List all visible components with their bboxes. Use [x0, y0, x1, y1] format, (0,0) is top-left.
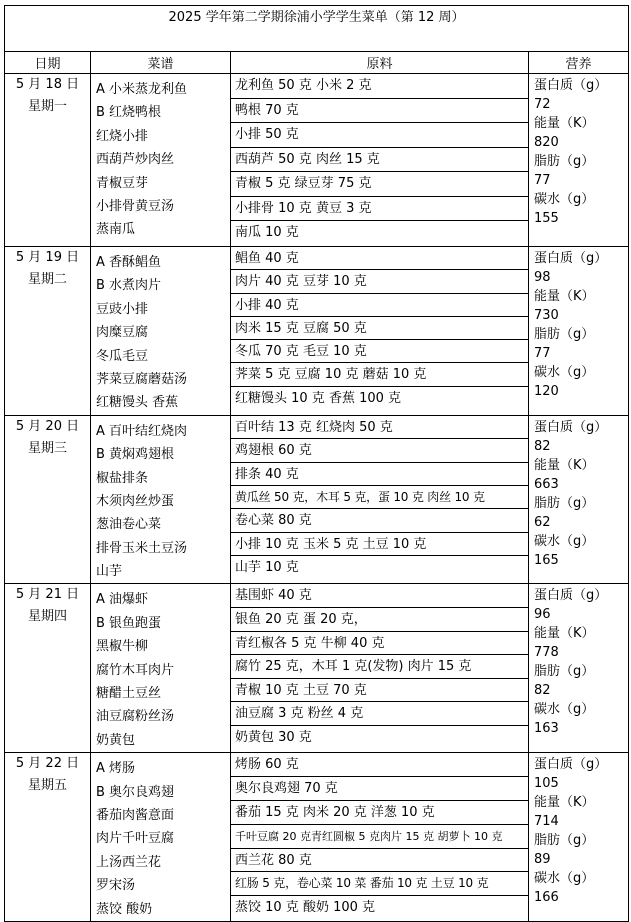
nutrition-label: 脂肪（g）: [534, 664, 595, 680]
nutrition-label: 蛋白质（g）: [534, 419, 608, 435]
dish-item: 蒸南瓜: [96, 222, 136, 238]
nutrition-value: 89: [534, 852, 551, 868]
dish-item: 葱油卷心菜: [96, 517, 162, 533]
date-text: 5 月 20 日: [15, 418, 80, 434]
nutrition-value: 714: [534, 814, 559, 830]
nutrition-value: 663: [534, 476, 559, 492]
weekday-text: 星期一: [27, 99, 67, 114]
nutrition-value: 166: [534, 890, 559, 906]
dish-item: 西葫芦炒肉丝: [96, 152, 175, 168]
dish-item: 腐竹木耳肉片: [96, 662, 175, 678]
nutrition-label: 能量（K）: [534, 795, 595, 811]
nutrition-cell: [529, 74, 629, 247]
nutrition-label: 脂肪（g）: [534, 154, 595, 169]
dish-item: 蒸饺 酸奶: [96, 901, 153, 917]
ingredient-item: 番茄 15 克 肉米 20 克 洋葱 10 克: [231, 801, 528, 825]
ingredient-item: 油豆腐 3 克 粉丝 4 克: [231, 702, 528, 726]
nutrition-value: 77: [534, 346, 551, 361]
nutrition-label: 碳水（g）: [534, 702, 595, 718]
ingredient-item: 红糖馒头 10 克 香蕉 100 克: [235, 390, 402, 406]
date-text: 5 月 21 日: [15, 587, 80, 603]
dish-item: A 小米蒸龙利鱼: [96, 82, 188, 97]
nutrition-value: 730: [534, 308, 559, 323]
date-text: 5 月 18 日: [15, 77, 80, 92]
header-date: 日期: [5, 52, 91, 74]
nutrition-cell: [529, 415, 629, 584]
date-text: 5 月 19 日: [15, 250, 80, 265]
dish-item: B 银鱼跑蛋: [96, 615, 162, 631]
nutrition-value: 62: [534, 514, 551, 530]
ingredient-item: 南瓜 10 克: [235, 225, 299, 241]
weekday-text: 星期三: [27, 440, 67, 456]
nutrition-value: 98: [534, 270, 551, 285]
header-nutrition: 营养: [529, 52, 629, 74]
ingredient-item: 蒸饺 10 克 酸奶 100 克: [235, 900, 376, 916]
nutrition-value: 820: [534, 135, 559, 150]
dish-item: 黑椒牛柳: [96, 639, 149, 655]
nutrition-value: 96: [534, 607, 551, 623]
day-row: [5, 753, 629, 922]
nutrition-label: 蛋白质（g）: [534, 757, 608, 773]
ingredient-item: 奶黄包 30 克: [235, 729, 312, 745]
day-row: [5, 74, 629, 247]
ingredient-item: 银鱼 20 克 蛋 20 克，: [231, 608, 528, 632]
header-row: [5, 52, 629, 74]
menu-cell: [91, 584, 231, 753]
nutrition-value: 778: [534, 645, 559, 661]
ingredients-cell: [231, 753, 529, 922]
dish-item: 红烧小排: [96, 128, 149, 144]
dish-item: 上汤西兰花: [96, 854, 162, 870]
dish-item: 罗宋汤: [96, 878, 136, 894]
nutrition-label: 蛋白质（g）: [534, 588, 608, 604]
ingredient-item: 肉米 15 克 豆腐 50 克: [231, 317, 528, 340]
day-row: [5, 584, 629, 753]
ingredient-item: 青红椒各 5 克 牛柳 40 克: [231, 632, 528, 656]
ingredients-cell: [231, 247, 529, 416]
ingredients-cell: [231, 74, 529, 247]
dish-item: 肉片千叶豆腐: [96, 831, 175, 847]
dish-item: A 烤肠: [96, 761, 136, 777]
nutrition-value: 82: [534, 438, 551, 454]
date-cell: [5, 74, 91, 247]
nutrition-cell: [529, 584, 629, 753]
dish-item: 木须肉丝炒蛋: [96, 493, 175, 509]
dish-item: A 油爆虾: [96, 592, 149, 608]
dish-item: 冬瓜毛豆: [96, 348, 149, 364]
dish-item: 番茄肉酱意面: [96, 807, 175, 823]
date-cell: [5, 584, 91, 753]
dish-item: 荠菜豆腐蘑菇汤: [96, 371, 188, 387]
ingredient-item: 西葫芦 50 克 肉丝 15 克: [231, 148, 528, 173]
ingredient-item: 鸭根 70 克: [231, 99, 528, 124]
weekday-text: 星期四: [27, 609, 67, 625]
menu-cell: [91, 753, 231, 922]
date-text: 5 月 22 日: [15, 756, 80, 772]
nutrition-label: 脂肪（g）: [534, 495, 595, 511]
nutrition-label: 碳水（g）: [534, 365, 595, 380]
nutrition-label: 脂肪（g）: [534, 833, 595, 849]
ingredient-item: 小排 10 克 玉米 5 克 土豆 10 克: [231, 533, 528, 556]
ingredient-item: 鸡翅根 60 克: [231, 439, 528, 462]
dish-item: B 水煮肉片: [96, 278, 162, 294]
nutrition-value: 105: [534, 776, 559, 792]
dish-item: 红糖馒头 香蕉: [96, 395, 179, 411]
dish-item: 山芋: [96, 564, 123, 580]
ingredient-item: 冬瓜 70 克 毛豆 10 克: [231, 340, 528, 363]
dish-item: 奶黄包: [96, 732, 136, 748]
nutrition-value: 163: [534, 721, 559, 737]
dish-item: 椒盐排条: [96, 470, 149, 486]
nutrition-cell: [529, 247, 629, 416]
menu-cell: [91, 415, 231, 584]
day-row: [5, 415, 629, 584]
nutrition-value: 120: [534, 384, 559, 399]
ingredient-item: 荠菜 5 克 豆腐 10 克 蘑菇 10 克: [231, 363, 528, 386]
ingredient-item: 千叶豆腐 20 克青红圆椒 5 克肉片 15 克 胡萝卜 10 克: [231, 825, 528, 849]
nutrition-label: 能量（K）: [534, 457, 595, 473]
ingredient-item: 小排 50 克: [231, 123, 528, 148]
nutrition-label: 能量（K）: [534, 626, 595, 642]
header-menu: 菜谱: [91, 52, 231, 74]
dish-item: 排骨玉米土豆汤: [96, 540, 188, 556]
nutrition-label: 碳水（g）: [534, 533, 595, 549]
ingredient-item: 百叶结 13 克 红烧肉 50 克: [231, 416, 528, 439]
ingredients-cell: [231, 415, 529, 584]
ingredient-item: 龙利鱼 50 克 小米 2 克: [231, 74, 528, 99]
nutrition-label: 碳水（g）: [534, 192, 595, 207]
nutrition-label: 蛋白质（g）: [534, 78, 608, 93]
date-cell: [5, 415, 91, 584]
nutrition-value: 165: [534, 552, 559, 568]
dish-item: 肉糜豆腐: [96, 325, 149, 341]
page-title: 2025 学年第二学期徐浦小学学生菜单（第 12 周）: [5, 6, 629, 52]
dish-item: B 奥尔良鸡翅: [96, 784, 175, 800]
day-rows: [5, 74, 629, 922]
weekday-text: 星期五: [27, 778, 67, 794]
ingredient-item: 山芋 10 克: [235, 560, 299, 576]
ingredient-item: 烤肠 60 克: [231, 753, 528, 777]
ingredient-item: 小排骨 10 克 黄豆 3 克: [231, 197, 528, 222]
day-row: [5, 247, 629, 416]
nutrition-label: 碳水（g）: [534, 871, 595, 887]
ingredient-item: 排条 40 克: [231, 463, 528, 486]
ingredient-item: 西兰花 80 克: [231, 849, 528, 873]
ingredient-item: 肉片 40 克 豆芽 10 克: [231, 270, 528, 293]
nutrition-label: 能量（K）: [534, 116, 595, 131]
ingredient-item: 腐竹 25 克，木耳 1 克(发物) 肉片 15 克: [231, 655, 528, 679]
ingredient-item: 奥尔良鸡翅 70 克: [231, 777, 528, 801]
dish-item: A 百叶结红烧肉: [96, 423, 188, 439]
ingredient-item: 黄瓜丝 50 克，木耳 5 克，蛋 10 克 肉丝 10 克: [231, 486, 528, 509]
nutrition-label: 脂肪（g）: [534, 327, 595, 342]
dish-item: A 香酥鲳鱼: [96, 255, 162, 270]
dish-item: B 黄焖鸡翅根: [96, 447, 175, 463]
nutrition-label: 蛋白质（g）: [534, 251, 608, 266]
nutrition-label: 能量（K）: [534, 289, 595, 304]
date-cell: [5, 753, 91, 922]
dish-item: B 红烧鸭根: [96, 105, 162, 121]
dish-item: 小排骨黄豆汤: [96, 198, 175, 214]
menu-table: [4, 5, 629, 922]
menu-cell: [91, 247, 231, 416]
ingredient-item: 小排 40 克: [231, 294, 528, 317]
ingredients-cell: [231, 584, 529, 753]
dish-item: 糖醋土豆丝: [96, 686, 162, 702]
header-ingredients: 原料: [231, 52, 529, 74]
nutrition-value: 155: [534, 211, 559, 226]
ingredient-item: 鲳鱼 40 克: [231, 247, 528, 270]
menu-cell: [91, 74, 231, 247]
date-cell: [5, 247, 91, 416]
nutrition-cell: [529, 753, 629, 922]
dish-item: 豆豉小排: [96, 301, 149, 317]
ingredient-item: 青椒 10 克 土豆 70 克: [231, 679, 528, 703]
nutrition-value: 77: [534, 173, 551, 188]
weekday-text: 星期二: [27, 272, 67, 287]
ingredient-item: 红肠 5 克，卷心菜 10 菜 番茄 10 克 土豆 10 克: [231, 872, 528, 896]
nutrition-value: 72: [534, 97, 551, 112]
ingredient-item: 青椒 5 克 绿豆芽 75 克: [231, 172, 528, 197]
nutrition-value: 82: [534, 683, 551, 699]
dish-item: 油豆腐粉丝汤: [96, 709, 175, 725]
dish-item: 青椒豆芽: [96, 175, 149, 191]
ingredient-item: 卷心菜 80 克: [231, 509, 528, 532]
ingredient-item: 基围虾 40 克: [231, 584, 528, 608]
